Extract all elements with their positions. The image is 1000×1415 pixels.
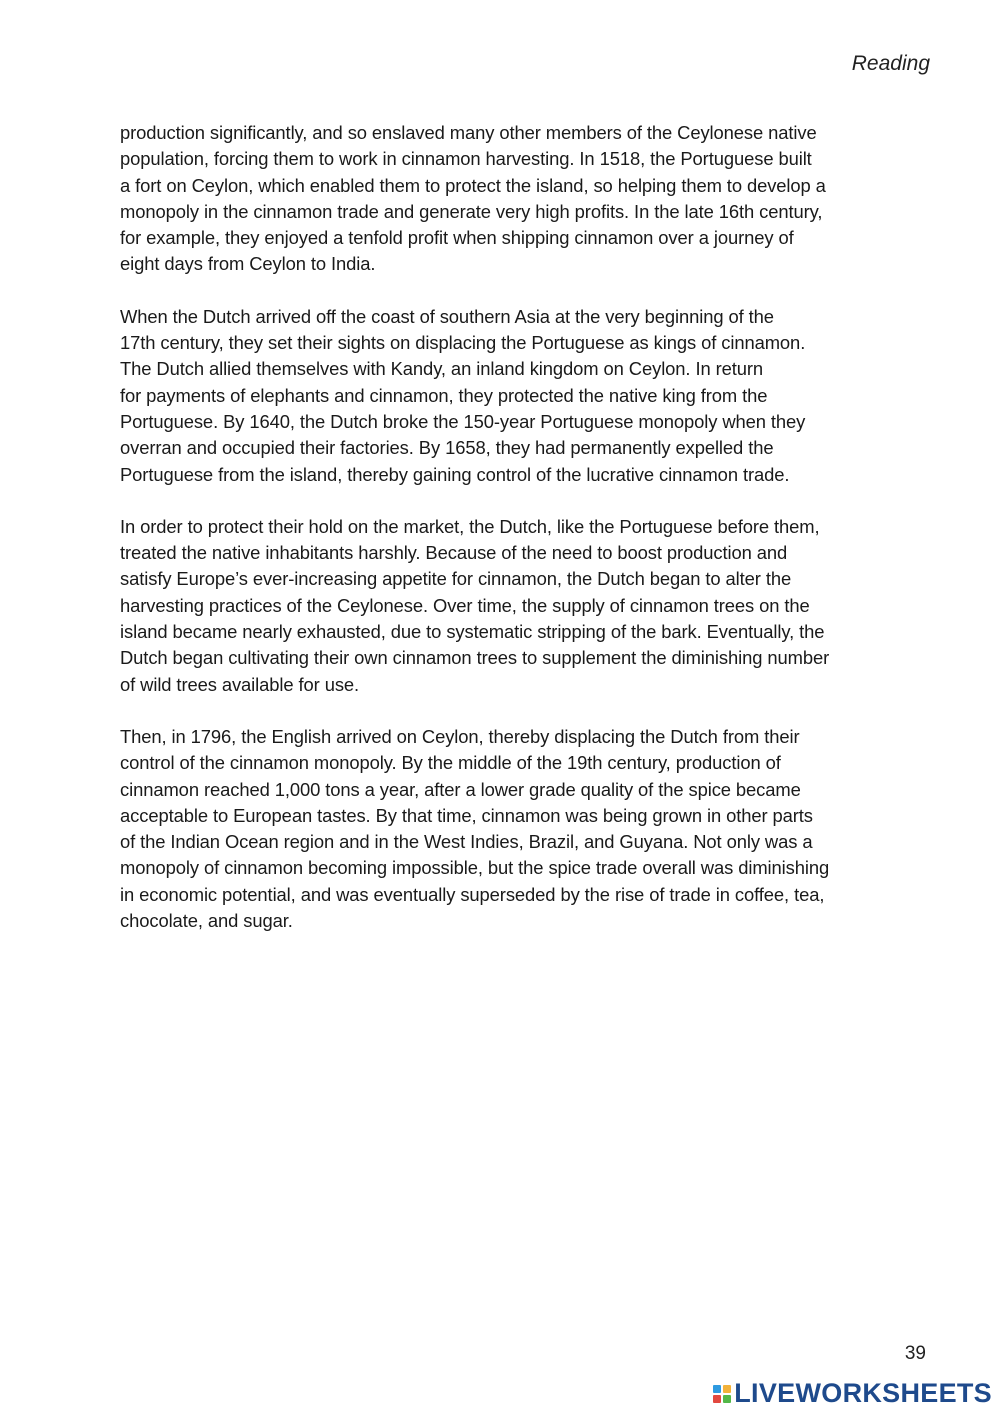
paragraph-line: satisfy Europe’s ever-increasing appetite for cinnamon, the Dutch began to alter the [120,568,792,590]
logo-square [713,1385,721,1393]
paragraph-line: population, forcing them to work in cinnamon harvesting. In 1518, the Portuguese built [120,148,812,170]
paragraph-line: chocolate, and sugar. [120,910,293,932]
paragraph-line: cinnamon reached 1,000 tons a year, after a lower grade quality of the spice became [120,778,801,800]
paragraph-line: monopoly of cinnamon becoming impossible, but the spice trade overall was diminishing [120,857,830,879]
paragraph-4 [120,724,930,934]
paragraph-line: In order to protect their hold on the market, the Dutch, like the Portuguese before them, [120,515,820,537]
paragraph-line: Then, in 1796, the English arrived on Ceylon, thereby displacing the Dutch from their [120,725,800,747]
page-header-title: Reading [851,52,930,75]
paragraph-line: control of the cinnamon monopoly. By the middle of the 19th century, production of [120,752,781,774]
paragraph-line: a fort on Ceylon, which enabled them to protect the island, so helping them to develop a [120,174,826,196]
paragraph-line: for payments of elephants and cinnamon, they protected the native king from the [120,384,768,406]
paragraph-line: of the Indian Ocean region and in the West Indies, Brazil, and Guyana. Not only was a [120,831,813,853]
paragraph-line: island became nearly exhausted, due to systematic stripping of the bark. Eventually, the [120,621,825,643]
logo-square [723,1385,731,1393]
liveworksheets-logo[interactable] [713,1378,992,1409]
paragraph-line: The Dutch allied themselves with Kandy, an inland kingdom on Ceylon. In return [120,358,764,380]
paragraph-3 [120,514,930,698]
liveworksheets-logo-icon [713,1385,731,1403]
page-number: 39 [904,1343,926,1364]
paragraph-line: When the Dutch arrived off the coast of southern Asia at the very beginning of the [120,305,774,327]
logo-square [723,1395,731,1403]
paragraph-line: production significantly, and so enslaved many other members of the Ceylonese native [120,122,817,143]
paragraph-line: monopoly in the cinnamon trade and generate very high profits. In the late 16th century, [120,200,823,222]
paragraph-line: harvesting practices of the Ceylonese. Over time, the supply of cinnamon trees on the [120,594,810,616]
paragraph-line: for example, they enjoyed a tenfold profit when shipping cinnamon over a journey of [120,227,794,249]
paragraph-line: Dutch began cultivating their own cinnamon trees to supplement the diminishing number [120,647,830,669]
paragraph-line: in economic potential, and was eventually superseded by the rise of trade in coffee, tea, [120,883,825,905]
paragraph-line: acceptable to European tastes. By that time, cinnamon was being grown in other parts [120,804,813,826]
liveworksheets-logo-text: LIVEWORKSHEETS [734,1378,992,1408]
paragraph-line: 17th century, they set their sights on displacing the Portuguese as kings of cinnamon. [120,332,806,354]
paragraph-line: of wild trees available for use. [120,673,360,695]
paragraph-line: Portuguese from the island, thereby gaining control of the lucrative cinnamon trade. [120,463,790,485]
paragraph-line: eight days from Ceylon to India. [120,253,376,275]
paragraph-line: Portuguese. By 1640, the Dutch broke the 150-year Portuguese monopoly when they [120,410,806,432]
paragraph-line: treated the native inhabitants harshly. Because of the need to boost production and [120,542,788,564]
paragraph-line: overran and occupied their factories. By 1658, they had permanently expelled the [120,437,774,459]
reading-passage [120,120,930,960]
logo-square [713,1395,721,1403]
paragraph-2 [120,304,930,488]
paragraph-1 [120,120,930,278]
